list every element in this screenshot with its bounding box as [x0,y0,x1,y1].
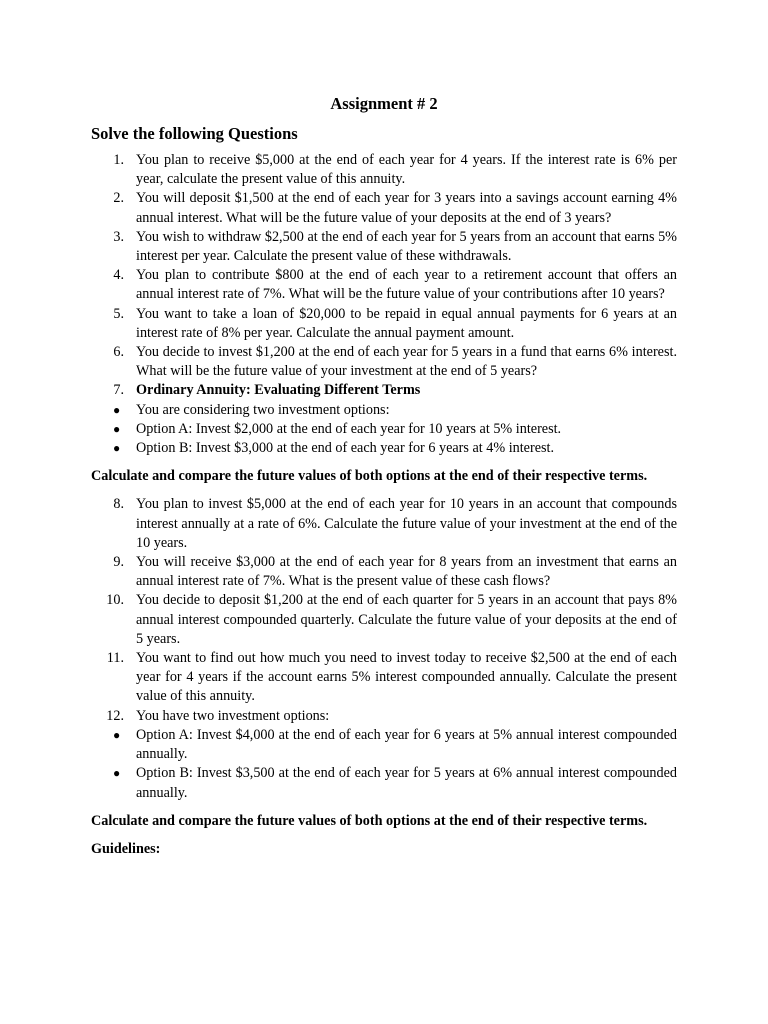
question-7-options [91,401,677,459]
question-8 [91,495,677,553]
bullet-icon: ● [113,402,121,417]
question-text: You decide to invest $1,200 at the end of each year for 5 years in a fund that earns 6% interest. What will be the future value of your investment at the end of 5 years? [136,344,677,380]
bullet-text: Option A: Invest $4,000 at the end of each year for 6 years at 5% annual interest compounded annually. [136,726,677,763]
question-list-1 [91,151,677,401]
bullet-text: You are considering two investment options: [136,401,390,418]
bullet-text: Option B: Invest $3,500 at the end of each year for 5 years at 6% annual interest compounded annually. [136,765,677,801]
bullet-icon: ● [113,727,121,742]
question-number: 5. [113,305,124,322]
question-text: You will deposit $1,500 at the end of each year for 3 years into a savings account earning 4% annual interest. What will be the future value of your deposits at the end of 3 years? [136,190,677,226]
compare-instruction-1: Calculate and compare the future values of both options at the end of their respective terms. [91,468,648,485]
question-2 [91,189,677,227]
question-number: 1. [113,152,124,168]
question-text: You wish to withdraw $2,500 at the end of each year for 5 years from an account that earns 5% interest per year. Calculate the present value of these withdrawals. [136,228,677,265]
question-number: 4. [113,267,124,284]
question-heading: Ordinary Annuity: Evaluating Different Terms [136,382,421,399]
question-number: 8. [113,496,124,513]
question-text: You want to take a loan of $20,000 to be repaid in equal annual payments for 6 years at an interest rate of 8% per year. Calculate the annual payment amount. [136,305,677,341]
guidelines-heading: Guidelines: [91,840,161,857]
question-number: 7. [113,382,124,399]
question-text: You want to find out how much you need to invest today to receive $2,500 at the end of each year for 4 years if the account earns 5% interest compounded annually. Calculate the present value of this annuity. [136,650,677,705]
question-12-options [91,726,677,803]
bullet-icon: ● [113,421,121,436]
question-9 [91,553,677,591]
question-3 [91,228,677,266]
question-number: 12. [106,707,124,724]
question-1 [91,151,677,189]
bullet-icon: ● [113,766,121,781]
question-number: 11. [106,650,124,667]
question-10 [91,591,677,649]
question-text: You plan to receive $5,000 at the end of each year for 4 years. If the interest rate is 6% per year, calculate the present value of this annuity. [136,152,677,188]
section-heading: Solve the following Questions [91,124,298,143]
question-6 [91,343,677,381]
bullet-item [91,764,677,802]
bullet-item [91,726,677,764]
question-number: 9. [113,554,124,571]
page-title: Assignment # 2 [330,94,438,113]
bullet-item [91,439,677,458]
question-number: 3. [113,228,124,245]
question-4 [91,266,677,304]
question-text: You will receive $3,000 at the end of each year for 8 years from an investment that earns an annual interest rate of 7%. What is the present value of these cash flows? [136,554,677,590]
bullet-icon: ● [113,441,121,456]
question-11 [91,649,677,707]
bullet-item [91,401,677,420]
question-list-2 [91,495,677,725]
question-7 [91,381,677,400]
question-5 [91,305,677,343]
document-page [91,93,677,859]
bullet-text: Option A: Invest $2,000 at the end of each year for 10 years at 5% interest. [136,420,562,437]
question-text: You plan to invest $5,000 at the end of each year for 10 years in an account that compounds interest annually at a rate of 6%. Calculate the future value of your investment at the end of the 10 years. [136,496,677,551]
question-text: You decide to deposit $1,200 at the end of each quarter for 5 years in an account that pays 8% annual interest compounded quarterly. Calculate the future value of your deposits at the end of 5 years. [136,592,677,647]
question-text: You have two investment options: [136,707,330,724]
compare-instruction-2: Calculate and compare the future values of both options at the end of their respective terms. [91,812,648,829]
question-text: You plan to contribute $800 at the end of each year to a retirement account that offers an annual interest rate of 7%. What will be the future value of your contributions after 10 years? [136,267,677,303]
bullet-item [91,420,677,439]
question-12 [91,707,677,726]
question-number: 6. [113,344,124,361]
question-number: 2. [113,190,124,207]
bullet-text: Option B: Invest $3,000 at the end of each year for 6 years at 4% interest. [136,440,555,457]
question-number: 10. [106,592,124,609]
